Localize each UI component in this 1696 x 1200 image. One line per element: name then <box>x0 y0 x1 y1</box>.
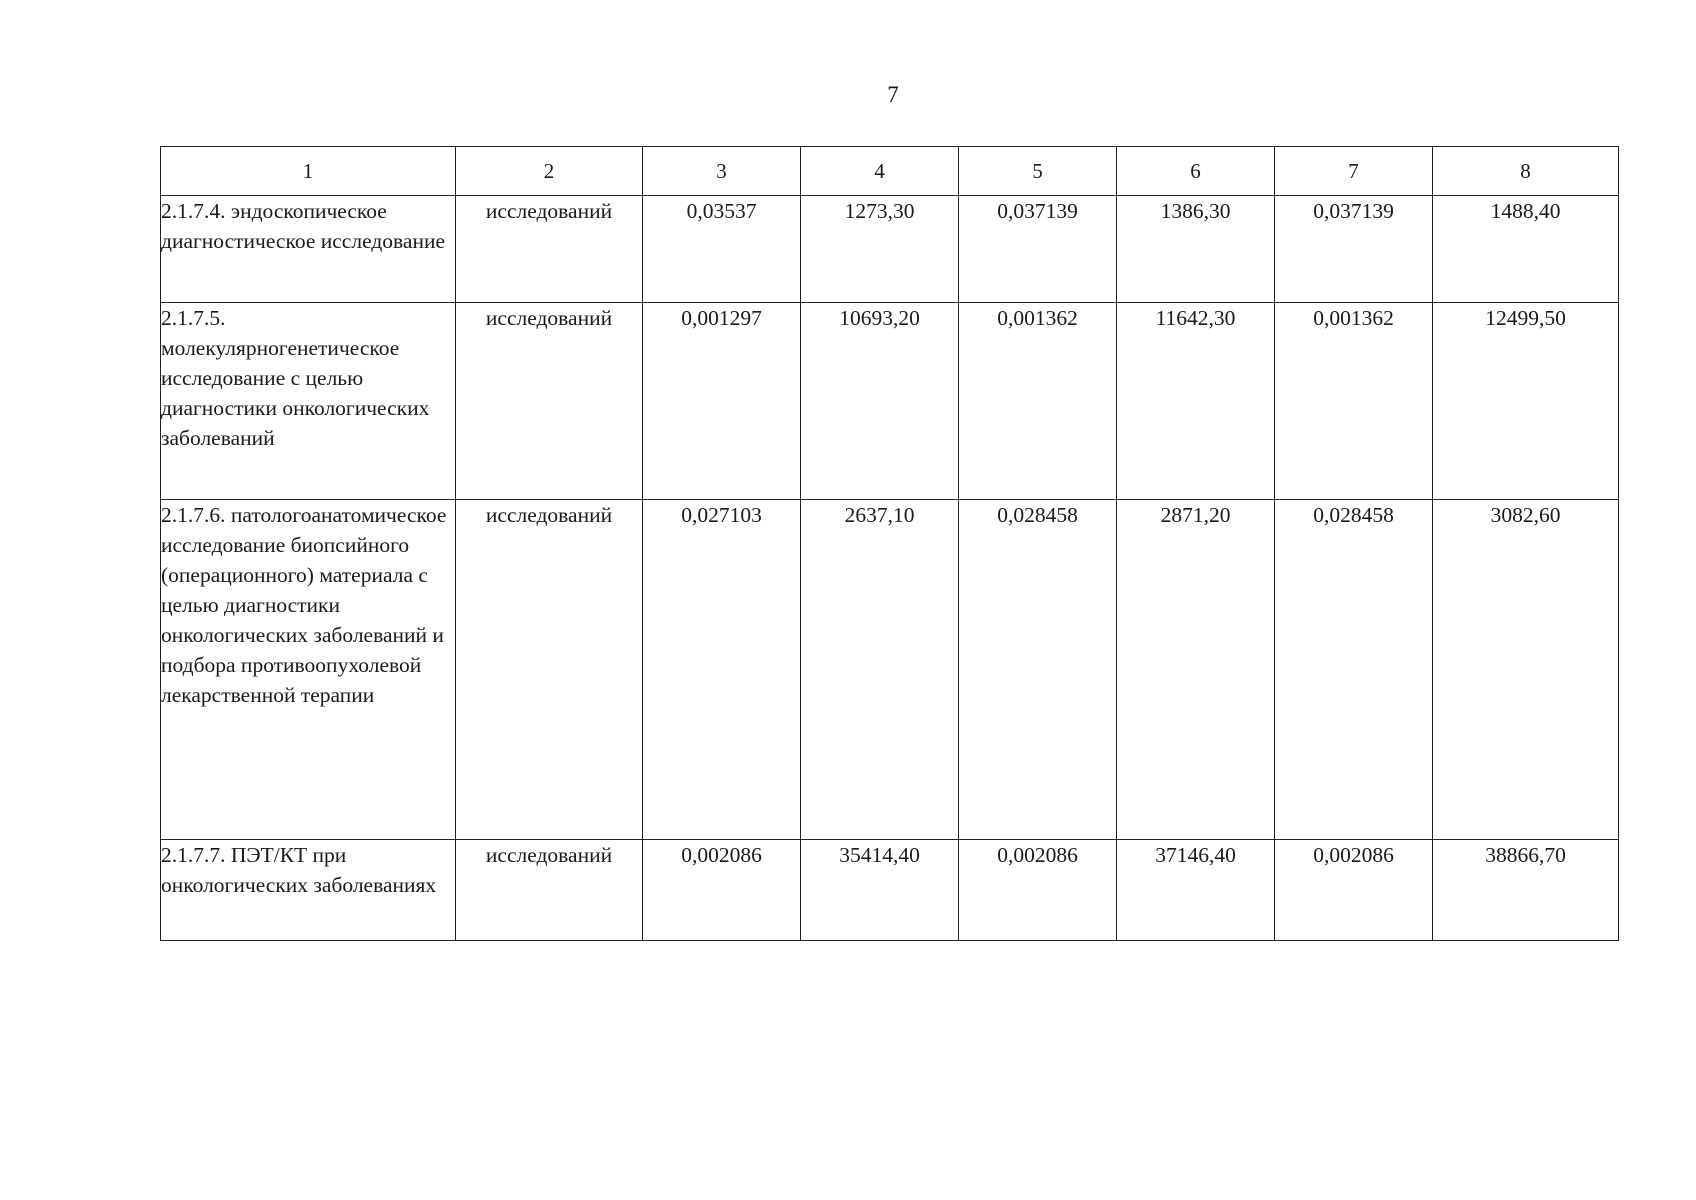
page-number: 7 <box>887 82 899 107</box>
value-cell: 1273,30 <box>801 196 959 303</box>
value-cell: 0,001297 <box>643 303 801 500</box>
value-cell: 0,037139 <box>1275 196 1433 303</box>
column-header: 7 <box>1275 147 1433 196</box>
column-header: 8 <box>1433 147 1619 196</box>
row-name-cell: 2.1.7.6. патологоанатомическое исследование биопсийного (операционного) материала с целью диагностики онкологических заболеваний и подбора противоопухолевой лекарственной терапии <box>161 500 456 840</box>
tariff-table <box>160 146 1619 941</box>
unit-cell: исследований <box>456 196 643 303</box>
header-row <box>161 147 1619 196</box>
column-header: 5 <box>959 147 1117 196</box>
value-cell: 0,002086 <box>1275 840 1433 941</box>
unit-cell: исследований <box>456 500 643 840</box>
column-header: 4 <box>801 147 959 196</box>
value-cell: 3082,60 <box>1433 500 1619 840</box>
value-cell: 37146,40 <box>1117 840 1275 941</box>
value-cell: 0,002086 <box>643 840 801 941</box>
column-header: 1 <box>161 147 456 196</box>
value-cell: 2871,20 <box>1117 500 1275 840</box>
table-row <box>161 303 1619 500</box>
value-cell: 0,001362 <box>959 303 1117 500</box>
table-row <box>161 840 1619 941</box>
value-cell: 1488,40 <box>1433 196 1619 303</box>
row-name-cell: 2.1.7.4. эндоскопическое диагностическое исследование <box>161 196 456 303</box>
value-cell: 0,027103 <box>643 500 801 840</box>
column-header: 6 <box>1117 147 1275 196</box>
value-cell: 10693,20 <box>801 303 959 500</box>
value-cell: 2637,10 <box>801 500 959 840</box>
table-row <box>161 196 1619 303</box>
value-cell: 38866,70 <box>1433 840 1619 941</box>
value-cell: 0,001362 <box>1275 303 1433 500</box>
row-name-cell: 2.1.7.5. молекулярногенетическое исследование с целью диагностики онкологических заболеваний <box>161 303 456 500</box>
value-cell: 0,028458 <box>1275 500 1433 840</box>
value-cell: 0,037139 <box>959 196 1117 303</box>
table-row <box>161 500 1619 840</box>
value-cell: 12499,50 <box>1433 303 1619 500</box>
unit-cell: исследований <box>456 840 643 941</box>
value-cell: 1386,30 <box>1117 196 1275 303</box>
value-cell: 0,002086 <box>959 840 1117 941</box>
value-cell: 0,03537 <box>643 196 801 303</box>
unit-cell: исследований <box>456 303 643 500</box>
column-header: 3 <box>643 147 801 196</box>
row-name-cell: 2.1.7.7. ПЭТ/КТ при онкологических заболеваниях <box>161 840 456 941</box>
value-cell: 0,028458 <box>959 500 1117 840</box>
value-cell: 11642,30 <box>1117 303 1275 500</box>
column-header: 2 <box>456 147 643 196</box>
value-cell: 35414,40 <box>801 840 959 941</box>
